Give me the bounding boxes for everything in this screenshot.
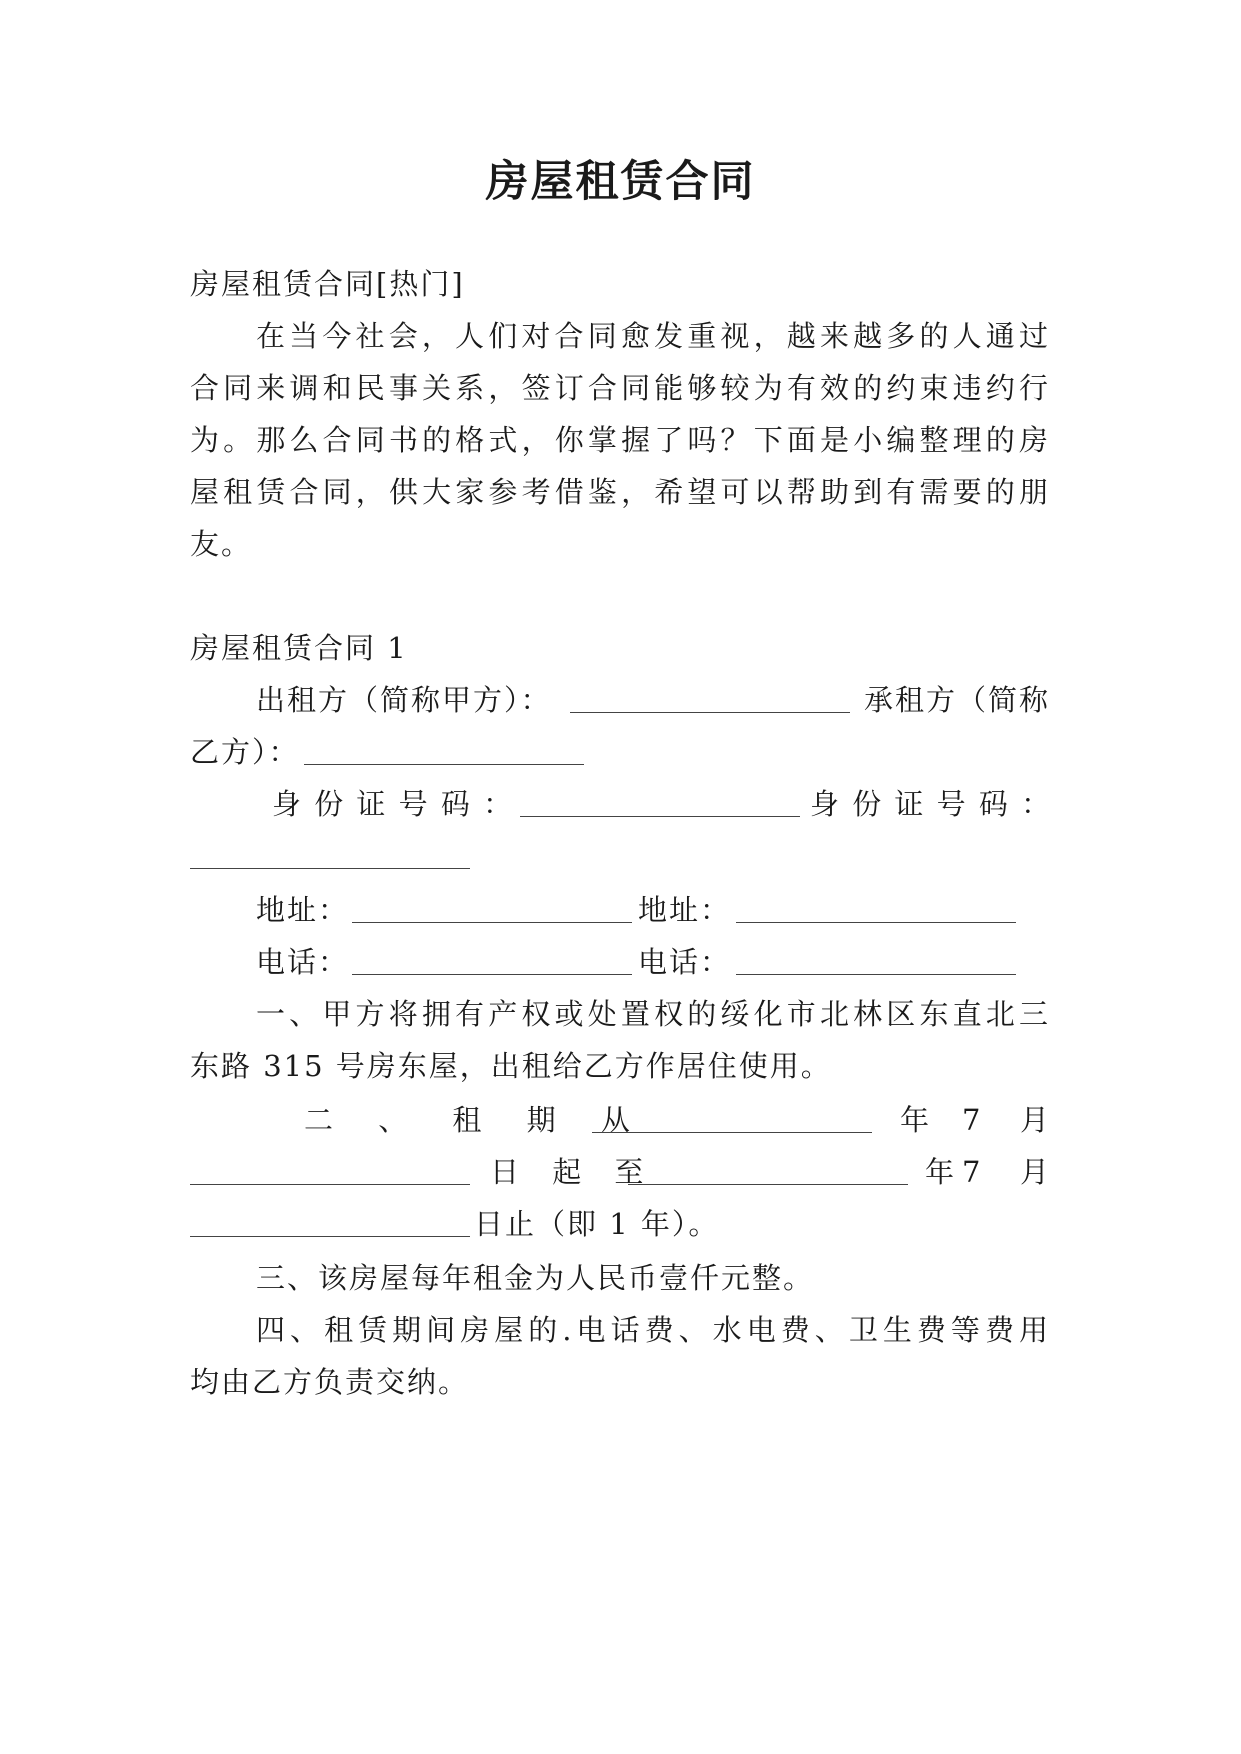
lessor-address-label: 地址：	[256, 893, 350, 927]
end-day-blank[interactable]	[190, 1236, 470, 1237]
contract-heading: 房屋租赁合同 1	[190, 631, 408, 665]
intro-line: 在当今社会，人们对合同愈发重视，越来越多的人通过	[256, 319, 1050, 353]
lessee-phone-blank[interactable]	[736, 974, 1016, 975]
intro-line: 友。	[190, 527, 253, 561]
lessee-label: 承租方（简称	[863, 683, 1050, 717]
term-end-label: 日止（即 1 年）。	[474, 1207, 720, 1241]
clause-4-line: 四、租赁期间房屋的.电话费、水电费、卫生费等费用	[256, 1313, 1050, 1347]
clause-3: 三、该房屋每年租金为人民币壹仟元整。	[256, 1261, 815, 1295]
clause-2-lead: 二 、 租 期 从	[304, 1103, 648, 1137]
lessor-id-label: 身 份 证 号 码 ：	[272, 787, 515, 821]
lessee-id-blank[interactable]	[190, 868, 470, 869]
lessee-id-label: 身 份 证 号 码 ：	[810, 787, 1053, 821]
clause-4-line: 均由乙方负责交纳。	[190, 1365, 470, 1399]
day-from-label: 日 起 至	[490, 1155, 656, 1189]
clause-1-line: 东路 315 号房东屋，出租给乙方作居住使用。	[190, 1049, 832, 1083]
lessor-phone-blank[interactable]	[352, 974, 632, 975]
intro-line: 屋租赁合同，供大家参考借鉴，希望可以帮助到有需要的朋	[190, 475, 1050, 509]
end-year-label: 年	[925, 1155, 957, 1189]
start-year-label: 年	[900, 1103, 932, 1137]
document-title: 房屋租赁合同	[485, 157, 756, 207]
lessor-phone-label: 电话：	[256, 945, 350, 979]
end-year-blank[interactable]	[628, 1184, 908, 1185]
lessee-phone-label: 电话：	[638, 945, 732, 979]
end-month-label: 月	[1020, 1155, 1052, 1189]
lessee-label-cont: 乙方）：	[190, 735, 300, 769]
intro-line: 合同来调和民事关系，签订合同能够较为有效的约束违约行	[190, 371, 1050, 405]
lessee-address-label: 地址：	[638, 893, 732, 927]
lessee-name-blank[interactable]	[304, 764, 584, 765]
start-day-blank[interactable]	[190, 1184, 470, 1185]
lessee-address-blank[interactable]	[736, 922, 1016, 923]
clause-1-line: 一、甲方将拥有产权或处置权的绥化市北林区东直北三	[256, 997, 1050, 1031]
end-month-number: 7	[962, 1155, 983, 1189]
lessor-label: 出租方（简称甲方）：	[256, 683, 552, 717]
lessor-address-blank[interactable]	[352, 922, 632, 923]
lessor-name-blank[interactable]	[570, 712, 850, 713]
document-subtitle: 房屋租赁合同[热门]	[190, 267, 465, 301]
intro-line: 为。那么合同书的格式，你掌握了吗？下面是小编整理的房	[190, 423, 1050, 457]
start-month-number: 7	[962, 1103, 983, 1137]
lessor-id-blank[interactable]	[520, 816, 800, 817]
start-month-label: 月	[1020, 1103, 1052, 1137]
start-year-blank[interactable]	[592, 1132, 872, 1133]
